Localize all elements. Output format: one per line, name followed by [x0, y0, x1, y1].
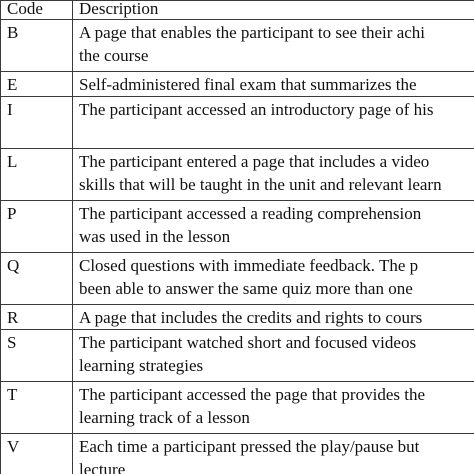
description-line: learning track of a lesson — [79, 408, 250, 427]
table-row — [1, 382, 474, 434]
table-row — [1, 72, 474, 97]
table-row — [1, 434, 474, 474]
description-line: learning strategies — [79, 356, 204, 375]
table-row — [1, 201, 474, 253]
description-cell — [73, 434, 474, 474]
description-line: lecture — [79, 460, 126, 474]
description-line: been able to answer the same quiz more than one — [79, 279, 413, 298]
table-header-row — [1, 1, 474, 20]
table-row — [1, 253, 474, 305]
code-cell: V — [1, 434, 73, 474]
description-line: The participant watched short and focused videos — [79, 333, 417, 352]
description-cell — [73, 20, 474, 72]
description-line: Self-administered final exam that summarizes the — [79, 75, 417, 94]
description-cell — [73, 97, 474, 149]
code-cell: L — [1, 149, 73, 201]
description-line: The participant accessed a reading comprehension — [79, 204, 422, 223]
table-row — [1, 305, 474, 330]
description-cell — [73, 201, 474, 253]
code-cell: S — [1, 330, 73, 382]
description-cell — [73, 330, 474, 382]
code-cell: B — [1, 20, 73, 72]
description-line: The participant entered a page that includes a video — [79, 152, 430, 171]
code-cell: R — [1, 305, 73, 330]
column-header-description: Description — [73, 1, 474, 20]
table-row — [1, 330, 474, 382]
column-header-code: Code — [1, 1, 73, 20]
description-line: The participant accessed an introductory page of his — [79, 100, 434, 119]
description-cell — [73, 382, 474, 434]
description-line: A page that includes the credits and rights to cours — [79, 308, 423, 327]
code-cell: P — [1, 201, 73, 253]
code-cell: T — [1, 382, 73, 434]
description-line: the course — [79, 46, 149, 65]
code-cell: I — [1, 97, 73, 149]
description-cell — [73, 149, 474, 201]
description-line: A page that enables the participant to see their achi — [79, 23, 426, 42]
code-cell: Q — [1, 253, 73, 305]
description-line: skills that will be taught in the unit and relevant learn — [79, 175, 442, 194]
code-cell: E — [1, 72, 73, 97]
table-row — [1, 97, 474, 149]
description-line: Closed questions with immediate feedback. The p — [79, 256, 419, 275]
description-line: was used in the lesson — [79, 227, 231, 246]
description-line: Each time a participant pressed the play/pause but — [79, 437, 420, 456]
description-line: The participant accessed the page that provides the — [79, 385, 425, 404]
description-cell — [73, 72, 474, 97]
description-cell — [73, 305, 474, 330]
table-row — [1, 149, 474, 201]
table-row — [1, 20, 474, 72]
description-cell — [73, 253, 474, 305]
